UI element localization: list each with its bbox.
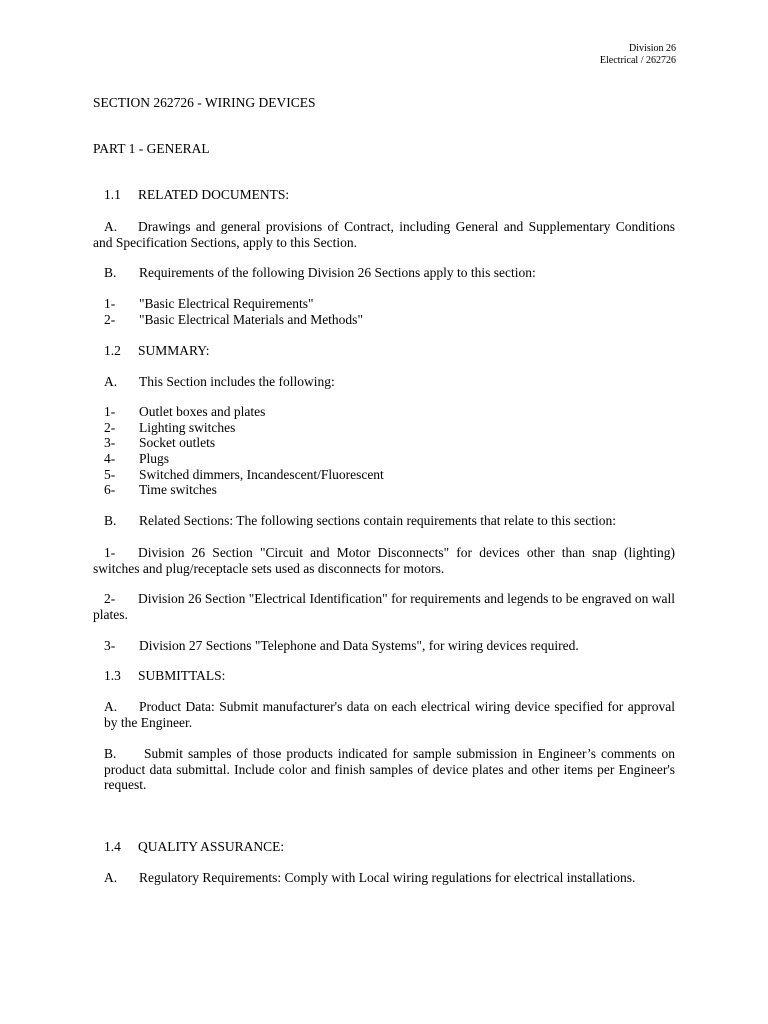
header-division: Division 26 xyxy=(629,43,676,54)
paragraph-text: Requirements of the following Division 26 Sections apply to this section: xyxy=(139,265,536,280)
paragraph-text: Product Data: Submit manufacturer's data on each electrical wiring device specified for approval by the Engineer. xyxy=(104,699,675,730)
related-item xyxy=(93,545,675,576)
list-item-number: 1- xyxy=(104,404,116,419)
paragraph-text: Submit samples of those products indicated for sample submission in Engineer’s comments on product data submittal. Include color and finish samples of device plates and other items per Engineer's request. xyxy=(104,746,675,792)
paragraph-label: B. xyxy=(104,265,117,280)
related-item xyxy=(104,638,579,654)
list-item xyxy=(104,296,313,312)
heading-number: 1.2 xyxy=(104,343,121,358)
list-item xyxy=(104,435,215,451)
list-item xyxy=(104,467,384,483)
list-item-text: "Basic Electrical Materials and Methods" xyxy=(139,312,363,327)
list-item xyxy=(104,451,169,467)
heading-text: SUBMITTALS: xyxy=(138,668,226,683)
paragraph-1-1-b xyxy=(104,265,536,281)
paragraph-text: This Section includes the following: xyxy=(139,374,335,389)
heading-number: 1.1 xyxy=(104,187,121,202)
list-item-number: 4- xyxy=(104,451,116,466)
list-item-text: Time switches xyxy=(139,482,217,497)
list-item-text: Socket outlets xyxy=(139,435,216,450)
related-item-text: Division 26 Section "Electrical Identification" for requirements and legends to be engraved on wall plates. xyxy=(93,591,675,622)
heading-number: 1.3 xyxy=(104,668,121,683)
list-item xyxy=(104,482,217,498)
list-item-text: Lighting switches xyxy=(139,420,236,435)
paragraph-1-4-a xyxy=(104,870,635,886)
heading-1-4 xyxy=(104,839,284,855)
related-item-number: 3- xyxy=(104,638,116,653)
paragraph-label: B. xyxy=(104,513,117,528)
list-item-text: Switched dimmers, Incandescent/Fluorescent xyxy=(139,467,384,482)
heading-number: 1.4 xyxy=(104,839,121,854)
related-item-text: Division 26 Section "Circuit and Motor Disconnects" for devices other than snap (lighting) switches and plug/receptacle sets used as disconnects for motors. xyxy=(93,545,675,576)
list-item-number: 1- xyxy=(104,296,116,311)
paragraph-label: A. xyxy=(104,374,118,389)
list-item-number: 2- xyxy=(104,420,116,435)
paragraph-1-3-b xyxy=(104,746,675,793)
paragraph-1-2-a xyxy=(104,374,335,390)
paragraph-label: B. xyxy=(104,746,117,761)
heading-text: RELATED DOCUMENTS: xyxy=(138,187,290,202)
list-item-number: 3- xyxy=(104,435,116,450)
header-section-ref: Electrical / 262726 xyxy=(599,55,676,66)
related-item-number: 2- xyxy=(104,591,116,606)
paragraph-1-3-a xyxy=(104,699,675,730)
list-item-number: 5- xyxy=(104,467,116,482)
heading-1-3 xyxy=(104,668,225,684)
paragraph-1-1-a xyxy=(93,219,675,250)
list-item-text: Outlet boxes and plates xyxy=(139,404,266,419)
paragraph-text: Regulatory Requirements: Comply with Local wiring regulations for electrical installations. xyxy=(139,870,636,885)
heading-1-1 xyxy=(104,187,289,203)
list-item-text: "Basic Electrical Requirements" xyxy=(139,296,314,311)
paragraph-1-2-b xyxy=(104,513,616,529)
heading-1-2 xyxy=(104,343,210,359)
related-item-number: 1- xyxy=(104,545,116,560)
list-item xyxy=(104,404,265,420)
paragraph-label: A. xyxy=(104,870,118,885)
related-item xyxy=(93,591,675,622)
paragraph-text: Related Sections: The following sections contain requirements that relate to this section: xyxy=(139,513,617,528)
list-item xyxy=(104,420,235,436)
part-title: PART 1 - GENERAL xyxy=(93,141,210,156)
heading-text: QUALITY ASSURANCE: xyxy=(138,839,285,854)
list-item-text: Plugs xyxy=(139,451,170,466)
paragraph-label: A. xyxy=(104,219,118,234)
heading-text: SUMMARY: xyxy=(138,343,210,358)
section-title: SECTION 262726 - WIRING DEVICES xyxy=(93,95,316,110)
related-item-text: Division 27 Sections "Telephone and Data Systems", for wiring devices required. xyxy=(139,638,579,653)
paragraph-text: Drawings and general provisions of Contract, including General and Supplementary Conditions and Specification Sections, apply to this Section. xyxy=(93,219,675,250)
page-header xyxy=(600,43,676,67)
list-item-number: 2- xyxy=(104,312,116,327)
paragraph-label: A. xyxy=(104,699,118,714)
list-item-number: 6- xyxy=(104,482,116,497)
list-item xyxy=(104,312,363,328)
